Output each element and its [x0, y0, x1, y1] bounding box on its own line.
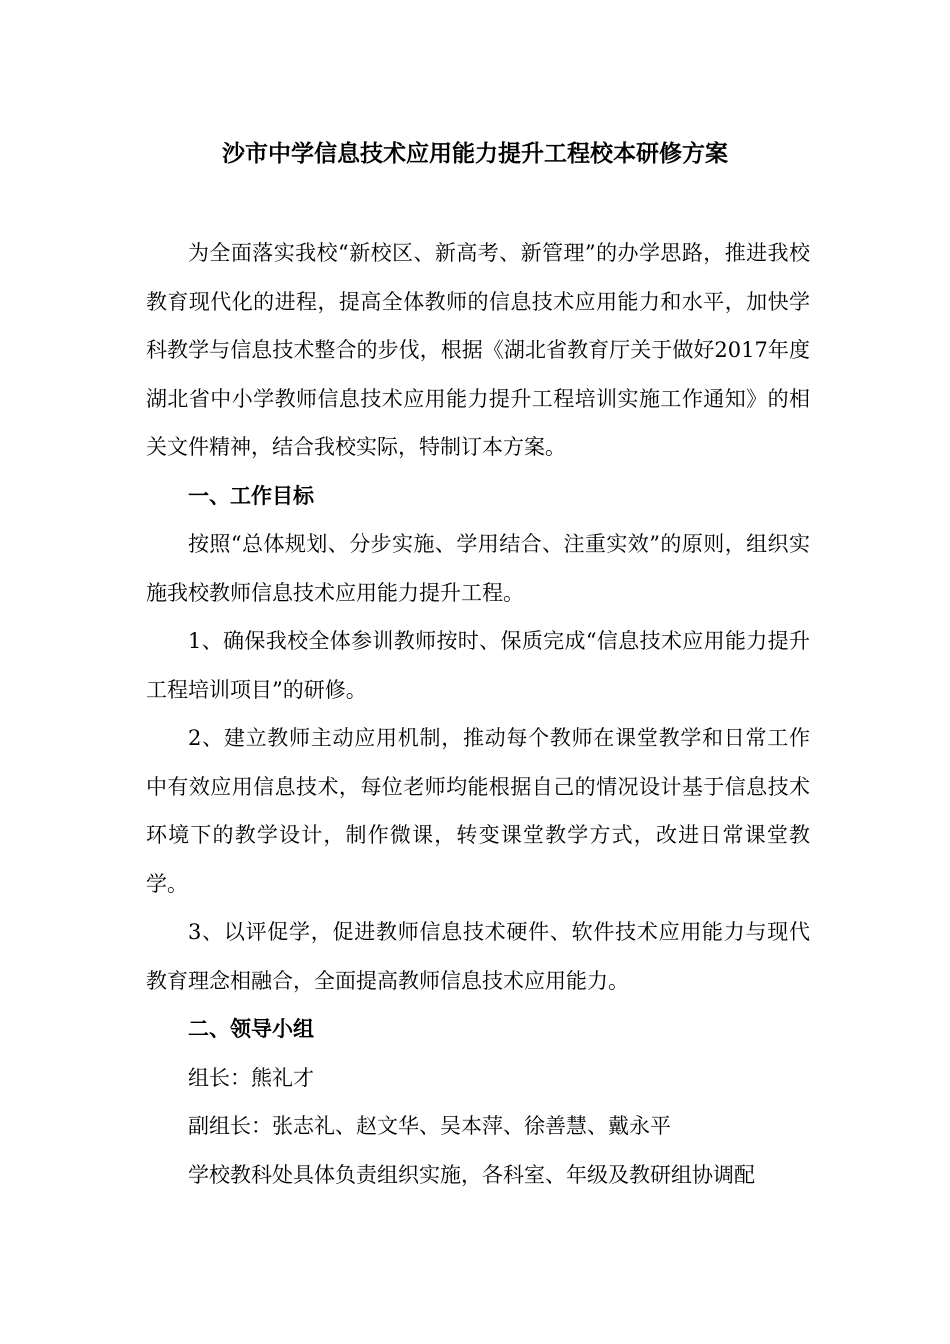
- goals-paragraph: 按照“总体规划、分步实施、学用结合、注重实效”的原则，组织实施我校教师信息技术应用能力提升工程。: [146, 532, 810, 605]
- document-title: 沙市中学信息技术应用能力提升工程校本研修方案: [222, 140, 728, 167]
- section-heading-leadership: 二、领导小组: [188, 1016, 314, 1041]
- leader-line: 组长：熊礼才: [188, 1065, 314, 1090]
- goal-item-2: 2、建立教师主动应用机制，推动每个教师在课堂教学和日常工作中有效应用信息技术，每位老师均能根据自己的情况设计基于信息技术环境下的教学设计，制作微课，转变课堂教学方式，改进日常课堂教学。: [146, 726, 810, 896]
- section-heading-goals: 一、工作目标: [188, 482, 314, 508]
- goal-item-1: 1、确保我校全体参训教师按时、保质完成“信息技术应用能力提升工程培训项目”的研修。: [146, 629, 810, 702]
- implementation-paragraph: 学校教科处具体负责组织实施，各科室、年级及教研组协调配: [188, 1162, 755, 1187]
- intro-paragraph: 为全面落实我校“新校区、新高考、新管理”的办学思路，推进我校教育现代化的进程，提高全体教师的信息技术应用能力和水平，加快学科教学与信息技术整合的步伐，根据《湖北省教育厅关于做好2017年度湖北省中小学教师信息技术应用能力提升工程培训实施工作通知》的相关文件精神，结合我校实际，特制订本方案。: [146, 241, 810, 459]
- document-body: [146, 229, 810, 1199]
- goal-item-3: 3、以评促学，促进教师信息技术硬件、软件技术应用能力与现代教育理念相融合，全面提高教师信息技术应用能力。: [146, 920, 810, 993]
- deputy-leaders-line: 副组长：张志礼、赵文华、吴本萍、徐善慧、戴永平: [188, 1114, 671, 1138]
